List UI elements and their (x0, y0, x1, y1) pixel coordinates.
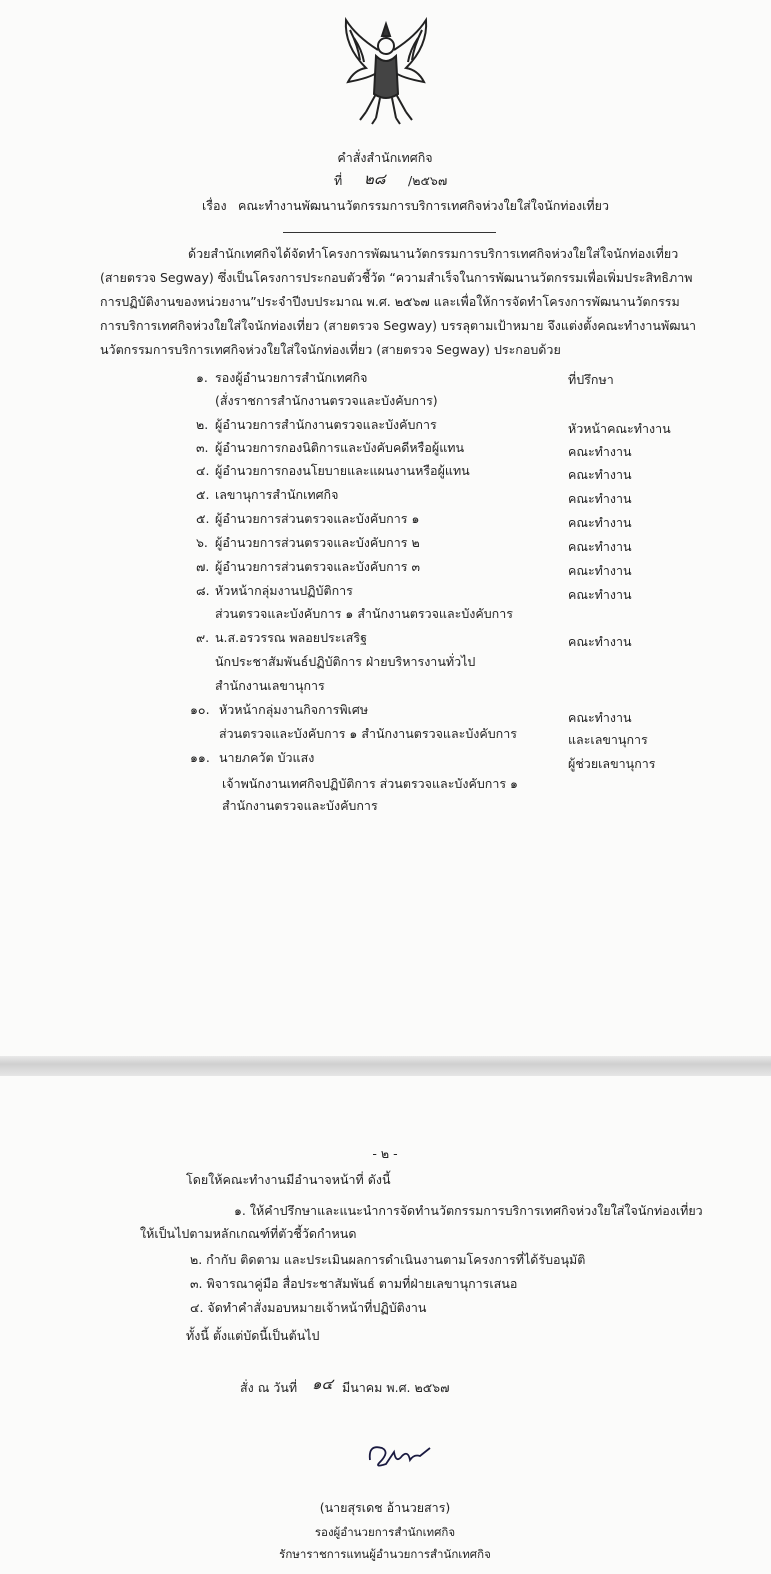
handwritten-signature (364, 1434, 434, 1474)
member-8-role: คณะทำงาน (568, 563, 632, 578)
duty-1-cont: ให้เป็นไปตามหลักเกณฑ์ที่ตัวชี้วัดกำหนด (140, 1226, 357, 1241)
member-10-role: คณะทำงาน (568, 634, 632, 649)
member-11-num: ๑๐. (190, 702, 210, 717)
intro-paragraph (100, 242, 705, 362)
member-1-role: ที่ปรึกษา (568, 372, 614, 387)
member-5-line1: เลขานุการสำนักเทศกิจ (215, 487, 339, 502)
member-1-line1: รองผู้อำนวยการสำนักเทศกิจ (215, 370, 368, 385)
member-2-line1: ผู้อำนวยการสำนักงานตรวจและบังคับการ (215, 417, 437, 432)
intro-line: ด้วยสำนักเทศกิจได้จัดทำโครงการพัฒนานวัตกรรมการบริการเทศกิจห่วงใยใส่ใจนักท่องเที่ยว (188, 246, 679, 261)
member-9-line2: ส่วนตรวจและบังคับการ ๑ สำนักงานตรวจและบังคับการ (215, 606, 513, 621)
order-number: ๒๘ (364, 170, 386, 188)
intro-line: การปฏิบัติงานของหน่วยงาน”ประจำปีงบประมาณ พ.ศ. ๒๕๖๗ และเพื่อให้การจัดทำโครงการพัฒนานวัตกรรม (100, 294, 680, 309)
member-8-line1: ผู้อำนวยการส่วนตรวจและบังคับการ ๓ (215, 559, 420, 574)
member-12-num: ๑๑. (190, 750, 210, 765)
subject-label: เรื่อง (202, 198, 227, 213)
order-year: /๒๕๖๗ (408, 173, 448, 188)
member-4-line1: ผู้อำนวยการกองนโยบายและแผนงานหรือผู้แทน (215, 463, 470, 478)
member-8-num: ๗. (196, 559, 210, 574)
signer-title-2: รักษาราชการแทนผู้อำนวยการสำนักเทศกิจ (279, 1547, 491, 1561)
member-6-num: ๕. (196, 511, 210, 526)
member-12-line1: นายภควัต บัวแสง (219, 750, 315, 765)
order-month-year: มีนาคม พ.ศ. ๒๕๖๗ (342, 1380, 450, 1395)
member-10-line3: สำนักงานเลขานุการ (215, 678, 325, 693)
member-9-role: คณะทำงาน (568, 587, 632, 602)
member-12-role: ผู้ช่วยเลขานุการ (568, 756, 656, 771)
member-7-line1: ผู้อำนวยการส่วนตรวจและบังคับการ ๒ (215, 535, 420, 550)
member-10-line2: นักประชาสัมพันธ์ปฏิบัติการ ฝ่ายบริหารงานทั่วไป (215, 654, 476, 669)
member-11-role-2: และเลขานุการ (568, 732, 648, 747)
member-10-num: ๙. (196, 630, 210, 645)
member-5-num: ๕. (196, 487, 210, 502)
member-4-role: คณะทำงาน (568, 467, 632, 482)
intro-line: (สายตรวจ Segway) ซึ่งเป็นโครงการประกอบตัวชี้วัด “ความสำเร็จในการพัฒนานวัตกรรมเพื่อเพิ่มประสิทธิภาพ (100, 270, 693, 285)
member-6-role: คณะทำงาน (568, 515, 632, 530)
order-title: คำสั่งสำนักเทศกิจ (337, 150, 433, 165)
divider-line (283, 232, 496, 233)
member-6-line1: ผู้อำนวยการส่วนตรวจและบังคับการ ๑ (215, 511, 420, 526)
member-7-role: คณะทำงาน (568, 539, 632, 554)
document-page-2 (0, 1076, 771, 1574)
order-day: ๑๔ (312, 1375, 333, 1393)
subject-text: คณะทำงานพัฒนานวัตกรรมการบริการเทศกิจห่วงใยใส่ใจนักท่องเที่ยว (238, 198, 609, 213)
member-1-num: ๑. (196, 370, 208, 385)
order-date-prefix: สั่ง ณ วันที่ (240, 1380, 298, 1395)
order-number-prefix: ที่ (334, 173, 343, 188)
duty-4: ๔. จัดทำคำสั่งมอบหมายเจ้าหน้าที่ปฏิบัติงาน (190, 1300, 427, 1315)
member-3-line1: ผู้อำนวยการกองนิติการและบังคับคดีหรือผู้แทน (215, 440, 465, 455)
signer-name: (นายสุรเดช อ้านวยสาร) (319, 1500, 451, 1515)
member-11-line1: หัวหน้ากลุ่มงานกิจการพิเศษ (219, 702, 369, 717)
duty-2: ๒. กำกับ ติดตาม และประเมินผลการดำเนินงานตามโครงการที่ได้รับอนุมัติ (190, 1252, 586, 1267)
member-11-role-1: คณะทำงาน (568, 710, 632, 725)
duties-intro: โดยให้คณะทำงานมีอำนาจหน้าที่ ดังนี้ (186, 1172, 391, 1187)
member-4-num: ๔. (196, 463, 210, 478)
member-1-line2: (สั่งราชการสำนักงานตรวจและบังคับการ) (215, 393, 438, 408)
member-12-line3: สำนักงานตรวจและบังคับการ (222, 798, 378, 813)
signer-title-1: รองผู้อำนวยการสำนักเทศกิจ (314, 1525, 456, 1539)
intro-line: นวัตกรรมการบริการเทศกิจห่วงใยใส่ใจนักท่องเที่ยว (สายตรวจ Segway) ประกอบด้วย (100, 342, 561, 357)
member-10-line1: น.ส.อรวรรณ พลอยประเสริฐ (215, 630, 367, 645)
member-12-line2: เจ้าพนักงานเทศกิจปฏิบัติการ ส่วนตรวจและบังคับการ ๑ (222, 776, 518, 791)
intro-line: การบริการเทศกิจห่วงใยใส่ใจนักท่องเที่ยว (สายตรวจ Segway) บรรลุตามเป้าหมาย จึงแต่งตั้งคณะทำงานพัฒนา (100, 318, 697, 333)
member-2-num: ๒. (196, 417, 209, 432)
duty-3: ๓. พิจารณาคู่มือ สื่อประชาสัมพันธ์ ตามที่ฝ่ายเลขานุการเสนอ (190, 1276, 518, 1291)
member-9-num: ๘. (196, 583, 210, 598)
member-9-line1: หัวหน้ากลุ่มงานปฏิบัติการ (215, 583, 353, 598)
duty-1: ๑. ให้คำปรึกษาและแนะนำการจัดทำนวัตกรรมการบริการเทศกิจห่วงใยใส่ใจนักท่องเที่ยว (234, 1203, 703, 1218)
member-2-role: หัวหน้าคณะทำงาน (568, 421, 671, 436)
effective-clause: ทั้งนี้ ตั้งแต่บัดนี้เป็นต้นไป (186, 1328, 320, 1343)
member-3-num: ๓. (196, 440, 209, 455)
garuda-emblem (336, 16, 436, 126)
member-7-num: ๖. (196, 535, 208, 550)
page-gap (0, 1056, 771, 1076)
page-number: - ๒ - (372, 1146, 398, 1161)
member-11-line2: ส่วนตรวจและบังคับการ ๑ สำนักงานตรวจและบังคับการ (219, 726, 517, 741)
member-5-role: คณะทำงาน (568, 491, 632, 506)
member-3-role: คณะทำงาน (568, 444, 632, 459)
